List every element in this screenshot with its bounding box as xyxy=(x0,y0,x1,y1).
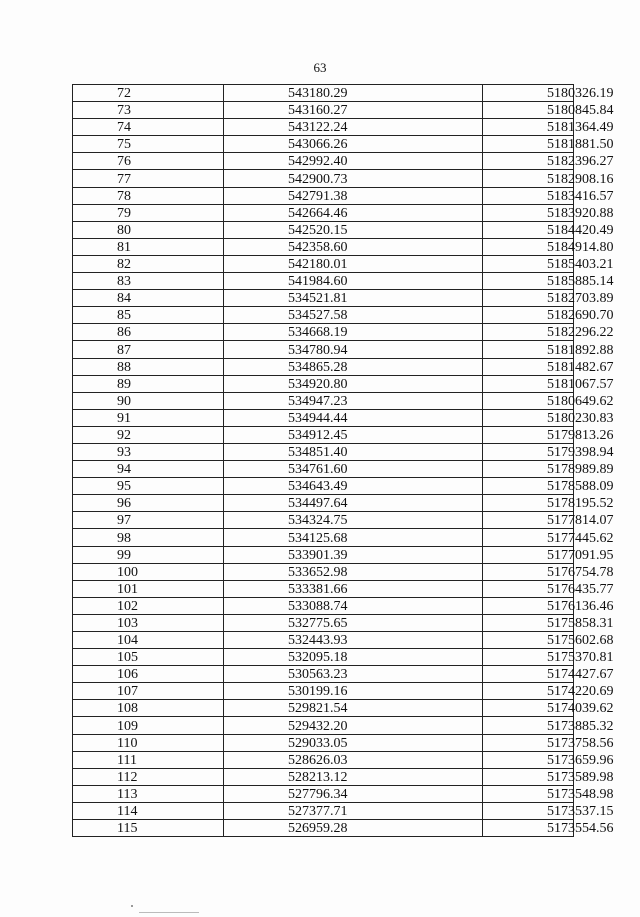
table-row xyxy=(73,85,574,102)
x-coordinate-cell: 543122.24 xyxy=(224,119,483,136)
table-row xyxy=(73,358,574,375)
point-number-cell: 108 xyxy=(73,700,224,717)
x-coordinate-cell: 530199.16 xyxy=(224,683,483,700)
x-coordinate-cell: 542180.01 xyxy=(224,255,483,272)
x-coordinate-cell: 534944.44 xyxy=(224,409,483,426)
y-coordinate-cell: 5173537.15 xyxy=(483,802,574,819)
y-coordinate-cell: 5179398.94 xyxy=(483,443,574,460)
y-coordinate-cell: 5184914.80 xyxy=(483,238,574,255)
y-coordinate-cell: 5175602.68 xyxy=(483,632,574,649)
x-coordinate-cell: 534643.49 xyxy=(224,478,483,495)
point-number-cell: 102 xyxy=(73,597,224,614)
x-coordinate-cell: 534761.60 xyxy=(224,461,483,478)
y-coordinate-cell: 5176435.77 xyxy=(483,580,574,597)
table-row xyxy=(73,392,574,409)
x-coordinate-cell: 542992.40 xyxy=(224,153,483,170)
y-coordinate-cell: 5178588.09 xyxy=(483,478,574,495)
table-row xyxy=(73,307,574,324)
y-coordinate-cell: 5180230.83 xyxy=(483,409,574,426)
x-coordinate-cell: 528626.03 xyxy=(224,751,483,768)
y-coordinate-cell: 5182908.16 xyxy=(483,170,574,187)
y-coordinate-cell: 5182690.70 xyxy=(483,307,574,324)
point-number-cell: 100 xyxy=(73,563,224,580)
point-number-cell: 87 xyxy=(73,341,224,358)
x-coordinate-cell: 529033.05 xyxy=(224,734,483,751)
table-row xyxy=(73,495,574,512)
table-row xyxy=(73,580,574,597)
point-number-cell: 110 xyxy=(73,734,224,751)
x-coordinate-cell: 533901.39 xyxy=(224,546,483,563)
table-row xyxy=(73,529,574,546)
y-coordinate-cell: 5181067.57 xyxy=(483,375,574,392)
x-coordinate-cell: 542791.38 xyxy=(224,187,483,204)
point-number-cell: 83 xyxy=(73,273,224,290)
point-number-cell: 73 xyxy=(73,102,224,119)
y-coordinate-cell: 5173758.56 xyxy=(483,734,574,751)
y-coordinate-cell: 5183920.88 xyxy=(483,204,574,221)
point-number-cell: 74 xyxy=(73,119,224,136)
point-number-cell: 80 xyxy=(73,221,224,238)
y-coordinate-cell: 5181482.67 xyxy=(483,358,574,375)
y-coordinate-cell: 5177445.62 xyxy=(483,529,574,546)
table-row xyxy=(73,700,574,717)
x-coordinate-cell: 534851.40 xyxy=(224,443,483,460)
point-number-cell: 81 xyxy=(73,238,224,255)
point-number-cell: 82 xyxy=(73,255,224,272)
x-coordinate-cell: 534125.68 xyxy=(224,529,483,546)
y-coordinate-cell: 5177091.95 xyxy=(483,546,574,563)
y-coordinate-cell: 5174039.62 xyxy=(483,700,574,717)
y-coordinate-cell: 5174220.69 xyxy=(483,683,574,700)
table-row xyxy=(73,546,574,563)
y-coordinate-cell: 5180649.62 xyxy=(483,392,574,409)
x-coordinate-cell: 534912.45 xyxy=(224,426,483,443)
x-coordinate-cell: 534780.94 xyxy=(224,341,483,358)
point-number-cell: 90 xyxy=(73,392,224,409)
table-row xyxy=(73,187,574,204)
coordinate-table-body xyxy=(73,85,614,837)
table-row xyxy=(73,614,574,631)
x-coordinate-cell: 534527.58 xyxy=(224,307,483,324)
table-row xyxy=(73,512,574,529)
table-row xyxy=(73,785,574,802)
y-coordinate-cell: 5176754.78 xyxy=(483,563,574,580)
point-number-cell: 112 xyxy=(73,768,224,785)
y-coordinate-cell: 5175370.81 xyxy=(483,649,574,666)
table-row xyxy=(73,409,574,426)
point-number-cell: 72 xyxy=(73,85,224,102)
table-row xyxy=(73,290,574,307)
table-row xyxy=(73,273,574,290)
table-row xyxy=(73,255,574,272)
point-number-cell: 77 xyxy=(73,170,224,187)
table-row xyxy=(73,768,574,785)
point-number-cell: 76 xyxy=(73,153,224,170)
x-coordinate-cell: 533088.74 xyxy=(224,597,483,614)
x-coordinate-cell: 534920.80 xyxy=(224,375,483,392)
point-number-cell: 85 xyxy=(73,307,224,324)
point-number-cell: 103 xyxy=(73,614,224,631)
point-number-cell: 92 xyxy=(73,426,224,443)
y-coordinate-cell: 5173659.96 xyxy=(483,751,574,768)
table-row xyxy=(73,221,574,238)
x-coordinate-cell: 533652.98 xyxy=(224,563,483,580)
y-coordinate-cell: 5181881.50 xyxy=(483,136,574,153)
table-row xyxy=(73,170,574,187)
x-coordinate-cell: 542520.15 xyxy=(224,221,483,238)
x-coordinate-cell: 542358.60 xyxy=(224,238,483,255)
x-coordinate-cell: 542900.73 xyxy=(224,170,483,187)
y-coordinate-cell: 5181892.88 xyxy=(483,341,574,358)
y-coordinate-cell: 5178195.52 xyxy=(483,495,574,512)
y-coordinate-cell: 5185885.14 xyxy=(483,273,574,290)
y-coordinate-cell: 5185403.21 xyxy=(483,255,574,272)
point-number-cell: 79 xyxy=(73,204,224,221)
x-coordinate-cell: 530563.23 xyxy=(224,666,483,683)
x-coordinate-cell: 533381.66 xyxy=(224,580,483,597)
table-row xyxy=(73,649,574,666)
x-coordinate-cell: 529432.20 xyxy=(224,717,483,734)
y-coordinate-cell: 5180845.84 xyxy=(483,102,574,119)
y-coordinate-cell: 5182396.27 xyxy=(483,153,574,170)
table-row xyxy=(73,136,574,153)
y-coordinate-cell: 5176136.46 xyxy=(483,597,574,614)
x-coordinate-cell: 532443.93 xyxy=(224,632,483,649)
table-row xyxy=(73,461,574,478)
y-coordinate-cell: 5173589.98 xyxy=(483,768,574,785)
table-row xyxy=(73,734,574,751)
table-row xyxy=(73,324,574,341)
y-coordinate-cell: 5173554.56 xyxy=(483,820,574,837)
point-number-cell: 93 xyxy=(73,443,224,460)
point-number-cell: 75 xyxy=(73,136,224,153)
x-coordinate-cell: 534865.28 xyxy=(224,358,483,375)
y-coordinate-cell: 5173885.32 xyxy=(483,717,574,734)
y-coordinate-cell: 5174427.67 xyxy=(483,666,574,683)
point-number-cell: 86 xyxy=(73,324,224,341)
x-coordinate-cell: 534947.23 xyxy=(224,392,483,409)
point-number-cell: 113 xyxy=(73,785,224,802)
x-coordinate-cell: 529821.54 xyxy=(224,700,483,717)
table-row xyxy=(73,102,574,119)
x-coordinate-cell: 542664.46 xyxy=(224,204,483,221)
table-row xyxy=(73,751,574,768)
x-coordinate-cell: 528213.12 xyxy=(224,768,483,785)
point-number-cell: 89 xyxy=(73,375,224,392)
point-number-cell: 97 xyxy=(73,512,224,529)
point-number-cell: 98 xyxy=(73,529,224,546)
y-coordinate-cell: 5173548.98 xyxy=(483,785,574,802)
x-coordinate-cell: 541984.60 xyxy=(224,273,483,290)
x-coordinate-cell: 532775.65 xyxy=(224,614,483,631)
table-row xyxy=(73,683,574,700)
x-coordinate-cell: 543180.29 xyxy=(224,85,483,102)
y-coordinate-cell: 5181364.49 xyxy=(483,119,574,136)
table-row xyxy=(73,204,574,221)
point-number-cell: 115 xyxy=(73,820,224,837)
point-number-cell: 104 xyxy=(73,632,224,649)
table-row xyxy=(73,153,574,170)
scan-speck xyxy=(131,905,133,907)
y-coordinate-cell: 5183416.57 xyxy=(483,187,574,204)
x-coordinate-cell: 543066.26 xyxy=(224,136,483,153)
table-row xyxy=(73,443,574,460)
point-number-cell: 84 xyxy=(73,290,224,307)
table-row xyxy=(73,666,574,683)
point-number-cell: 105 xyxy=(73,649,224,666)
x-coordinate-cell: 527377.71 xyxy=(224,802,483,819)
table-row xyxy=(73,238,574,255)
table-row xyxy=(73,563,574,580)
point-number-cell: 101 xyxy=(73,580,224,597)
x-coordinate-cell: 543160.27 xyxy=(224,102,483,119)
table-row xyxy=(73,820,574,837)
table-row xyxy=(73,597,574,614)
point-number-cell: 94 xyxy=(73,461,224,478)
point-number-cell: 88 xyxy=(73,358,224,375)
point-number-cell: 107 xyxy=(73,683,224,700)
table-row xyxy=(73,341,574,358)
point-number-cell: 106 xyxy=(73,666,224,683)
y-coordinate-cell: 5182703.89 xyxy=(483,290,574,307)
table-row xyxy=(73,802,574,819)
point-number-cell: 91 xyxy=(73,409,224,426)
y-coordinate-cell: 5182296.22 xyxy=(483,324,574,341)
x-coordinate-cell: 534668.19 xyxy=(224,324,483,341)
point-number-cell: 96 xyxy=(73,495,224,512)
table-row xyxy=(73,426,574,443)
table-row xyxy=(73,717,574,734)
page-number: 63 xyxy=(313,60,327,75)
point-number-cell: 114 xyxy=(73,802,224,819)
point-number-cell: 78 xyxy=(73,187,224,204)
x-coordinate-cell: 534521.81 xyxy=(224,290,483,307)
point-number-cell: 111 xyxy=(73,751,224,768)
table-row xyxy=(73,478,574,495)
table-row xyxy=(73,375,574,392)
table-row xyxy=(73,119,574,136)
x-coordinate-cell: 526959.28 xyxy=(224,820,483,837)
y-coordinate-cell: 5179813.26 xyxy=(483,426,574,443)
y-coordinate-cell: 5178989.89 xyxy=(483,461,574,478)
point-number-cell: 95 xyxy=(73,478,224,495)
y-coordinate-cell: 5175858.31 xyxy=(483,614,574,631)
y-coordinate-cell: 5184420.49 xyxy=(483,221,574,238)
x-coordinate-cell: 534497.64 xyxy=(224,495,483,512)
x-coordinate-cell: 532095.18 xyxy=(224,649,483,666)
x-coordinate-cell: 534324.75 xyxy=(224,512,483,529)
scan-speck xyxy=(139,912,199,913)
table-row xyxy=(73,632,574,649)
point-number-cell: 109 xyxy=(73,717,224,734)
point-number-cell: 99 xyxy=(73,546,224,563)
y-coordinate-cell: 5180326.19 xyxy=(483,85,574,102)
y-coordinate-cell: 5177814.07 xyxy=(483,512,574,529)
x-coordinate-cell: 527796.34 xyxy=(224,785,483,802)
coordinate-table xyxy=(72,84,614,837)
